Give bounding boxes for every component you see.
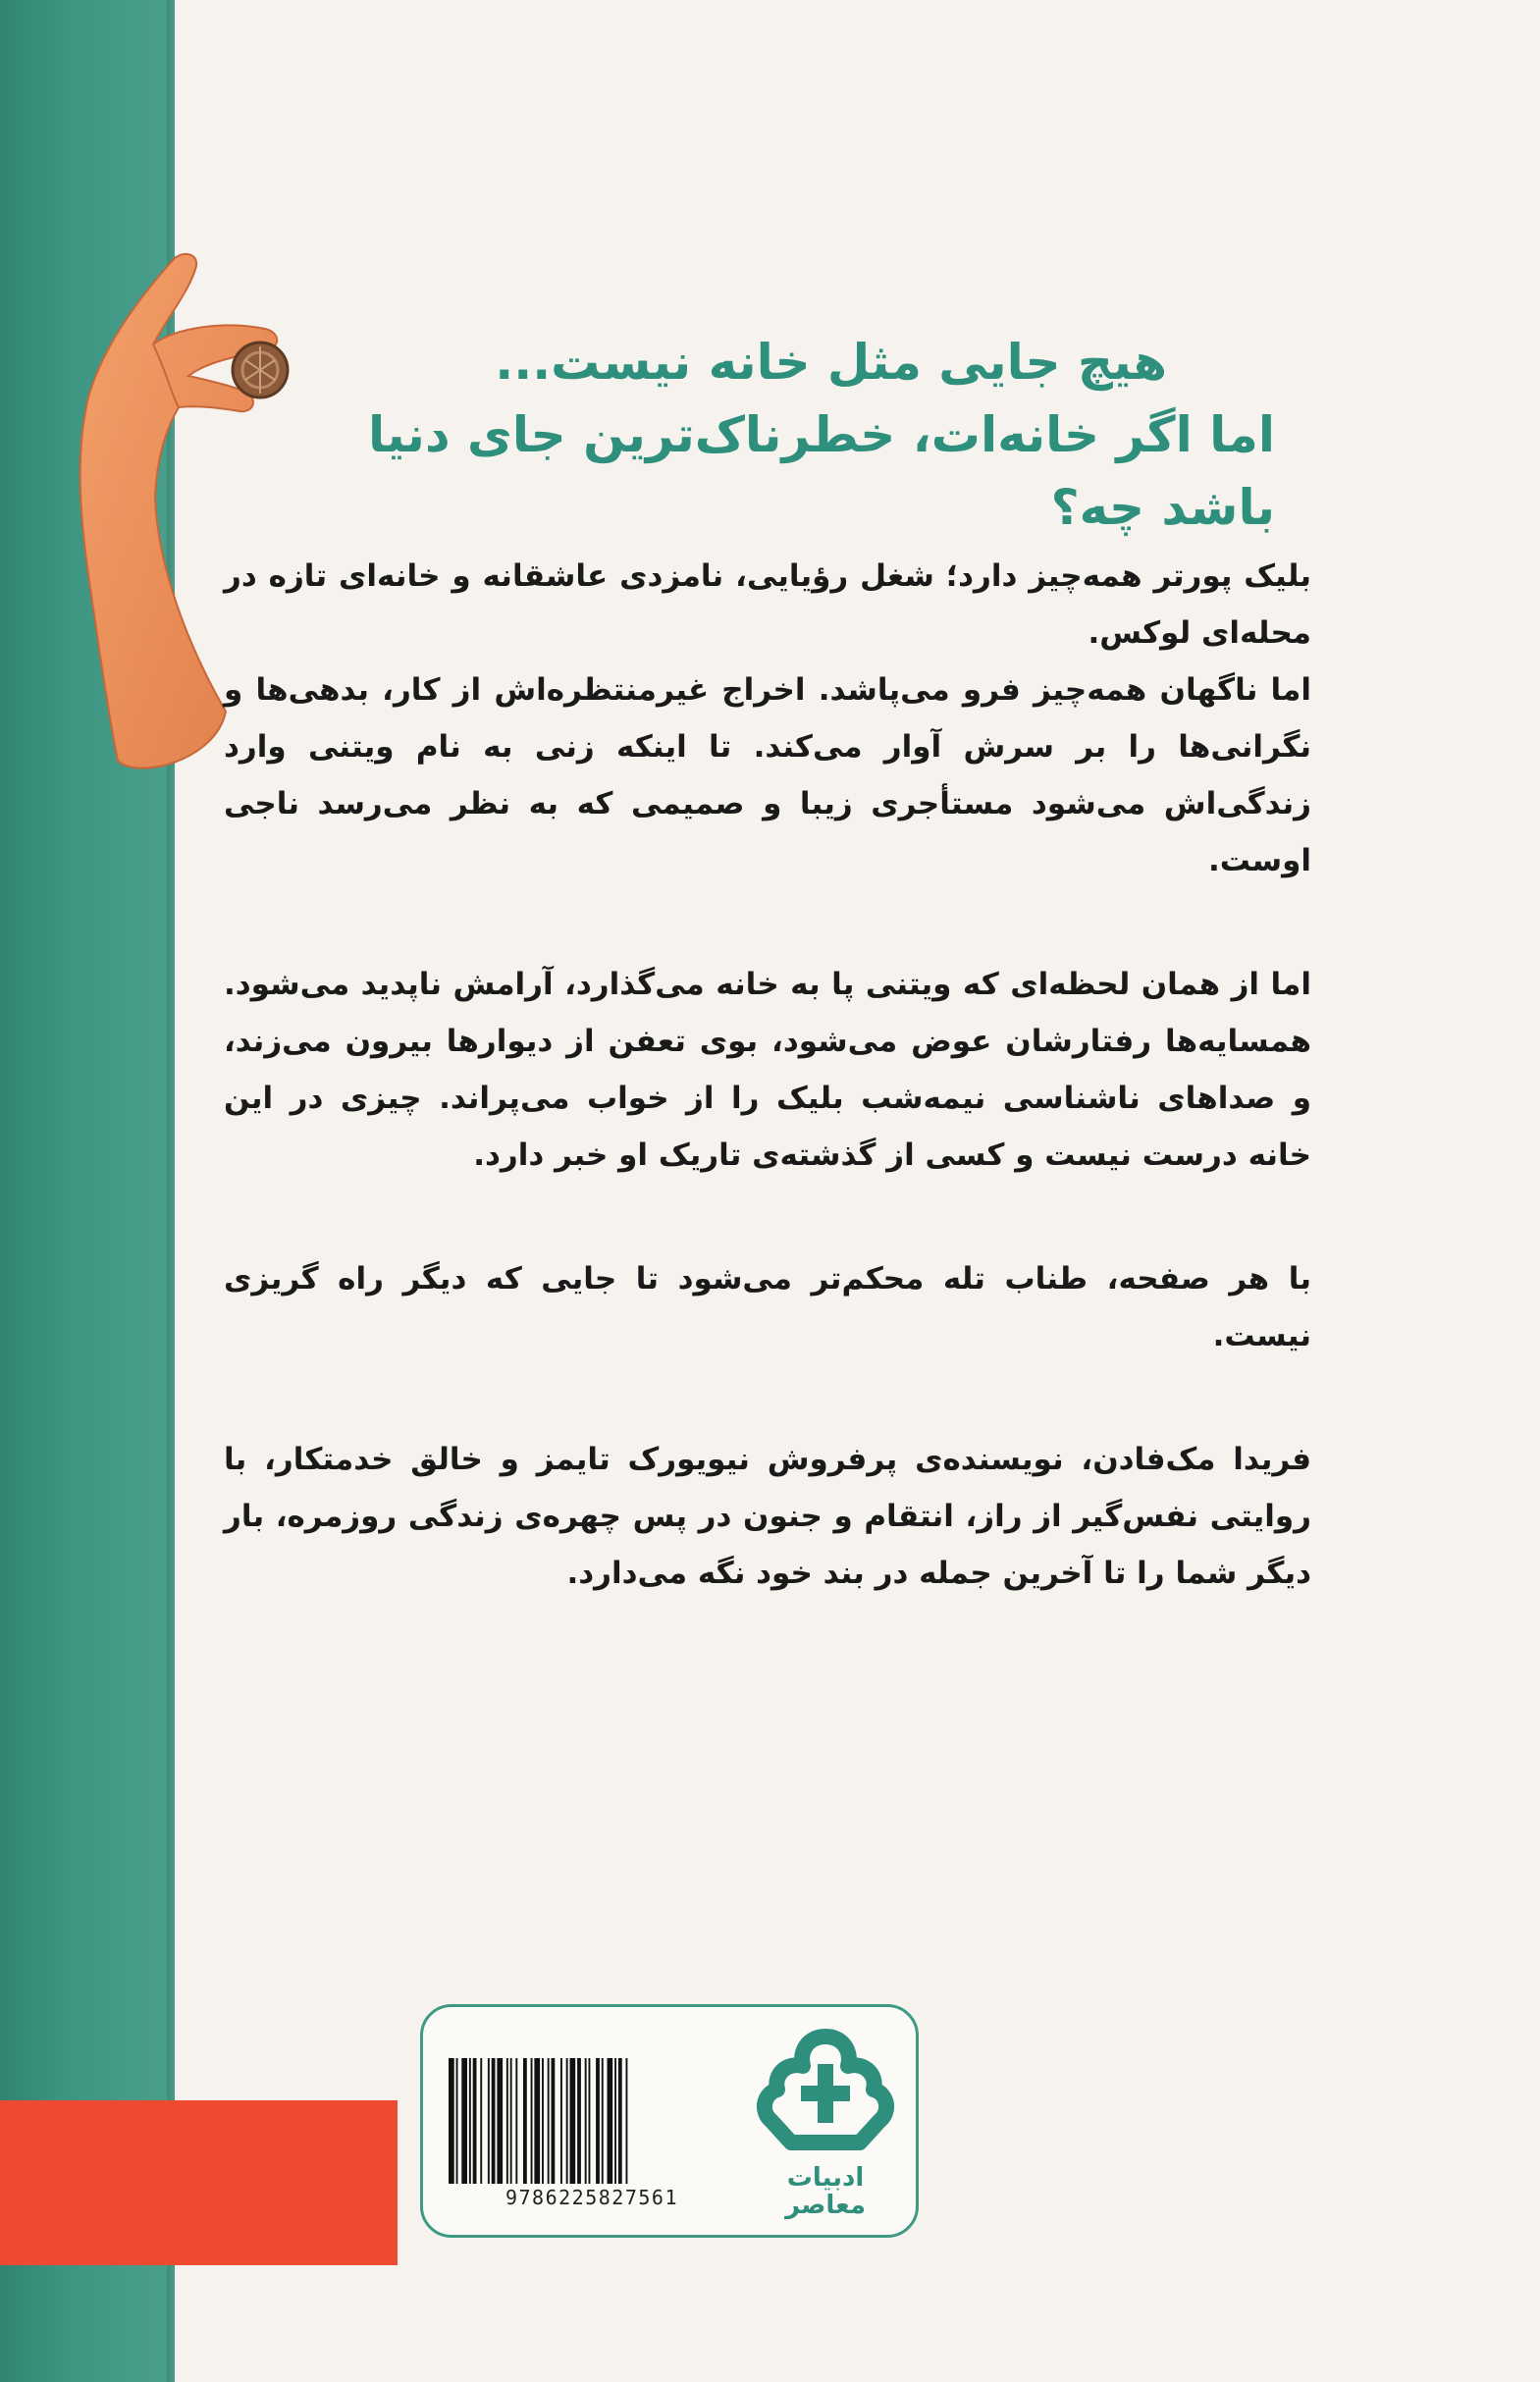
barcode-bar	[515, 2058, 517, 2184]
barcode-panel	[420, 2004, 919, 2238]
barcode-bar	[469, 2058, 471, 2184]
blurb-paragraph: فریدا مک‌فادن، نویسنده‌ی پرفروش نیویورک تایمز و خالق خدمتکار، با روایتی نفس‌گیر از راز، انتقام و جنون در پس چهره‌ی زندگی روزمره، بار دیگر شما را تا آخرین جمله در بند خود نگه می‌دارد.	[224, 1442, 1311, 1591]
barcode-bar	[461, 2058, 467, 2184]
publisher-name: ادبیات معاصر	[785, 2163, 866, 2220]
barcode-bar	[480, 2058, 482, 2184]
barcode-bar	[608, 2058, 613, 2184]
barcode-bar	[456, 2058, 458, 2184]
barcode-bar	[570, 2058, 576, 2184]
barcode-bar	[473, 2058, 477, 2184]
blurb-paragraph: با هر صفحه، طناب تله محکم‌تر می‌شود تا جایی که دیگر راه گریزی نیست.	[224, 1261, 1311, 1353]
headline-line-1: هیچ جایی مثل خانه نیست...	[495, 334, 1167, 391]
barcode-bar	[542, 2058, 544, 2184]
barcode-bar	[552, 2058, 556, 2184]
barcode-bar	[534, 2058, 540, 2184]
barcode-bar	[548, 2058, 550, 2184]
blurb-text	[224, 548, 1311, 1668]
barcode-bar	[602, 2058, 604, 2184]
barcode-bar	[618, 2058, 622, 2184]
barcode-bar	[614, 2058, 616, 2184]
barcode-bar	[585, 2058, 587, 2184]
barcode-bar	[566, 2058, 568, 2184]
barcode-bar	[488, 2058, 490, 2184]
barcode-bar	[560, 2058, 562, 2184]
barcode-bars	[445, 2058, 739, 2184]
barcode-bar	[506, 2058, 508, 2184]
blurb-paragraph: بلیک پورتر همه‌چیز دارد؛ شغل رؤیایی، نامزدی عاشقانه و خانه‌ای تازه در محله‌ای لوکس. اما ناگهان همه‌چیز فرو می‌پاشد. اخراج غیرمنتظره‌اش از کار، بدهی‌ها و نگرانی‌ها را بر سرش آوار می‌کند. تا اینکه زنی به نام ویتنی وارد زندگی‌اش می‌شود مستأجری زیبا و صمیمی که به نظر می‌رسد ناجی اوست.	[224, 558, 1311, 878]
barcode-bar	[596, 2058, 600, 2184]
barcode	[445, 2058, 739, 2210]
barcode-bar	[492, 2058, 496, 2184]
headline-line-2: اما اگر خانه‌ات، خطرناک‌ترین جای دنیا باشد چه؟	[368, 406, 1275, 536]
barcode-bar	[589, 2058, 591, 2184]
barcode-bar	[497, 2058, 503, 2184]
barcode-bar	[449, 2058, 454, 2184]
red-accent-band	[0, 2100, 398, 2265]
barcode-bar	[577, 2058, 581, 2184]
cover-headline	[293, 326, 1275, 544]
blurb-paragraph: اما از همان لحظه‌ای که ویتنی پا به خانه می‌گذارد، آرامش ناپدید می‌شود. همسایه‌ها رفتارشان عوض می‌شود، بوی تعفن از دیوارها بیرون می‌زند، و صداهای ناشناسی نیمه‌شب بلیک را از خواب می‌پراند. چیزی در این خانه درست نیست و کسی از گذشته‌ی تاریک او خبر دارد.	[224, 967, 1311, 1173]
barcode-bar	[510, 2058, 512, 2184]
barcode-bar	[523, 2058, 527, 2184]
barcode-bar	[531, 2058, 533, 2184]
barcode-bar	[626, 2058, 628, 2184]
isbn-number: 9786225827561	[504, 2186, 679, 2209]
